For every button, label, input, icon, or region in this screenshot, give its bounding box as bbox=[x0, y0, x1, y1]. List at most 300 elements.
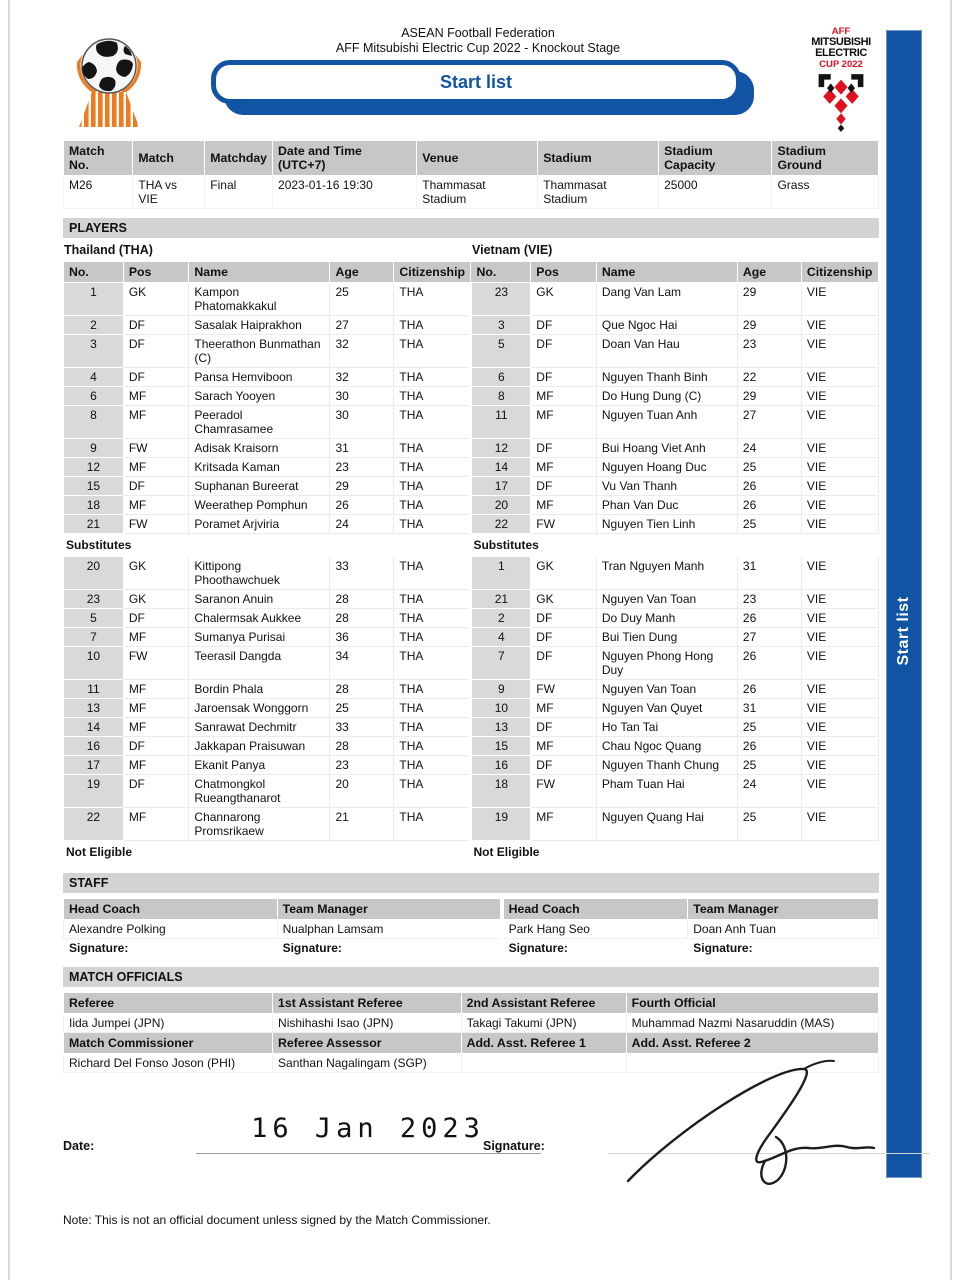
players-col-header: Citizenship bbox=[394, 262, 471, 283]
player-nat: VIE bbox=[801, 316, 878, 335]
player-age: 25 bbox=[737, 718, 801, 737]
player-row bbox=[64, 756, 879, 775]
player-name: Bui Hoang Viet Anh bbox=[596, 439, 737, 458]
player-no: 19 bbox=[471, 808, 531, 841]
player-pos: DF bbox=[531, 628, 597, 647]
player-name: Tran Nguyen Manh bbox=[596, 557, 737, 590]
player-pos: DF bbox=[123, 368, 189, 387]
player-age: 27 bbox=[737, 628, 801, 647]
player-row bbox=[64, 335, 879, 368]
player-name: Nguyen Hoang Duc bbox=[596, 458, 737, 477]
date-value: 16 Jan 2023 bbox=[251, 1113, 485, 1144]
player-name: Do Hung Dung (C) bbox=[596, 387, 737, 406]
staff-name-row bbox=[64, 920, 879, 939]
player-row bbox=[64, 680, 879, 699]
match-info-header: Match bbox=[133, 141, 205, 176]
player-no: 9 bbox=[64, 439, 124, 458]
player-row bbox=[64, 737, 879, 756]
signature-label: Signature: bbox=[483, 1139, 545, 1153]
player-age: 24 bbox=[737, 775, 801, 808]
player-age: 30 bbox=[330, 387, 394, 406]
player-pos: DF bbox=[531, 609, 597, 628]
player-name: Ho Tan Tai bbox=[596, 718, 737, 737]
player-age: 30 bbox=[330, 406, 394, 439]
staff-name: Doan Anh Tuan bbox=[688, 920, 879, 939]
player-age: 28 bbox=[330, 737, 394, 756]
player-nat: VIE bbox=[801, 590, 878, 609]
player-pos: MF bbox=[123, 406, 189, 439]
player-nat: VIE bbox=[801, 647, 878, 680]
player-age: 26 bbox=[737, 496, 801, 515]
player-row bbox=[64, 496, 879, 515]
player-no: 7 bbox=[471, 647, 531, 680]
match-info-value: THA vs VIE bbox=[133, 176, 205, 209]
players-col-header: No. bbox=[471, 262, 531, 283]
player-name: Chau Ngoc Quang bbox=[596, 737, 737, 756]
player-age: 24 bbox=[330, 515, 394, 534]
player-no: 6 bbox=[471, 368, 531, 387]
player-pos: MF bbox=[123, 756, 189, 775]
player-age: 27 bbox=[737, 406, 801, 439]
official-name: Muhammad Nazmi Nasaruddin (MAS) bbox=[626, 1014, 878, 1033]
player-row bbox=[64, 557, 879, 590]
player-no: 18 bbox=[64, 496, 124, 515]
players-col-header: Age bbox=[737, 262, 801, 283]
player-row bbox=[64, 808, 879, 841]
player-nat: THA bbox=[394, 557, 471, 590]
not-eligible-label: Not Eligible bbox=[64, 841, 471, 864]
not-eligible-label: Not Eligible bbox=[471, 841, 879, 864]
player-nat: VIE bbox=[801, 609, 878, 628]
player-no: 17 bbox=[64, 756, 124, 775]
player-no: 5 bbox=[64, 609, 124, 628]
staff-signature-label: Signature: bbox=[64, 939, 278, 958]
player-age: 32 bbox=[330, 335, 394, 368]
player-pos: MF bbox=[531, 496, 597, 515]
player-pos: GK bbox=[531, 590, 597, 609]
player-age: 28 bbox=[330, 680, 394, 699]
player-age: 25 bbox=[737, 756, 801, 775]
player-name: Doan Van Hau bbox=[596, 335, 737, 368]
start-list-banner-label: Start list bbox=[439, 71, 513, 92]
player-pos: GK bbox=[531, 283, 597, 316]
players-col-header: Pos bbox=[531, 262, 597, 283]
player-no: 20 bbox=[471, 496, 531, 515]
substitutes-label: Substitutes bbox=[64, 534, 471, 557]
official-role-header: 1st Assistant Referee bbox=[273, 993, 462, 1014]
match-info-header-row bbox=[64, 141, 879, 176]
player-age: 23 bbox=[330, 458, 394, 477]
player-no: 8 bbox=[471, 387, 531, 406]
official-role-header: Referee bbox=[64, 993, 273, 1014]
player-name: Jaroensak Wonggorn bbox=[189, 699, 330, 718]
page-edge-right bbox=[950, 0, 952, 1280]
match-info-value: Grass bbox=[772, 176, 879, 209]
player-name: Poramet Arjviria bbox=[189, 515, 330, 534]
player-age: 24 bbox=[737, 439, 801, 458]
player-age: 34 bbox=[330, 647, 394, 680]
player-nat: THA bbox=[394, 477, 471, 496]
player-nat: VIE bbox=[801, 477, 878, 496]
staff-header-row bbox=[64, 899, 879, 920]
player-no: 10 bbox=[471, 699, 531, 718]
player-no: 1 bbox=[471, 557, 531, 590]
player-no: 16 bbox=[64, 737, 124, 756]
handwritten-signature bbox=[608, 1059, 908, 1189]
cup-logo-line1: AFF bbox=[831, 26, 851, 37]
staff-signature-label: Signature: bbox=[277, 939, 502, 958]
player-age: 29 bbox=[330, 477, 394, 496]
player-name: Nguyen Phong Hong Duy bbox=[596, 647, 737, 680]
player-nat: VIE bbox=[801, 557, 878, 590]
players-col-header: Name bbox=[596, 262, 737, 283]
disclaimer-note: Note: This is not an official document unless signed by the Match Commissioner. bbox=[63, 1213, 491, 1227]
player-name: Sarach Yooyen bbox=[189, 387, 330, 406]
player-pos: DF bbox=[123, 477, 189, 496]
player-name: Peeradol Chamrasamee bbox=[189, 406, 330, 439]
player-no: 9 bbox=[471, 680, 531, 699]
document-header bbox=[63, 24, 879, 136]
team-names-row bbox=[63, 243, 879, 257]
player-name: Phan Van Duc bbox=[596, 496, 737, 515]
date-underline bbox=[196, 1153, 541, 1154]
players-col-header: No. bbox=[64, 262, 124, 283]
player-nat: THA bbox=[394, 316, 471, 335]
match-info-value: 2023-01-16 19:30 bbox=[273, 176, 417, 209]
match-info-value: Thammasat Stadium bbox=[538, 176, 659, 209]
player-pos: GK bbox=[123, 283, 189, 316]
player-pos: GK bbox=[531, 557, 597, 590]
match-info-value: Final bbox=[205, 176, 273, 209]
player-no: 15 bbox=[471, 737, 531, 756]
player-name: Nguyen Thanh Binh bbox=[596, 368, 737, 387]
player-name: Channarong Promsrikaew bbox=[189, 808, 330, 841]
player-pos: GK bbox=[123, 590, 189, 609]
player-name: Kittipong Phoothawchuek bbox=[189, 557, 330, 590]
player-nat: VIE bbox=[801, 387, 878, 406]
player-pos: FW bbox=[123, 647, 189, 680]
player-age: 27 bbox=[330, 316, 394, 335]
player-age: 29 bbox=[737, 387, 801, 406]
player-name: Bui Tien Dung bbox=[596, 628, 737, 647]
player-age: 23 bbox=[737, 590, 801, 609]
player-nat: THA bbox=[394, 515, 471, 534]
player-nat: THA bbox=[394, 756, 471, 775]
player-pos: DF bbox=[531, 647, 597, 680]
staff-role-header: Head Coach bbox=[64, 899, 278, 920]
player-age: 25 bbox=[330, 699, 394, 718]
player-no: 11 bbox=[64, 680, 124, 699]
substitutes-divider-row bbox=[64, 534, 879, 557]
official-role-header: Match Commissioner bbox=[64, 1033, 273, 1054]
player-pos: DF bbox=[531, 316, 597, 335]
player-pos: FW bbox=[123, 515, 189, 534]
player-no: 10 bbox=[64, 647, 124, 680]
player-nat: THA bbox=[394, 609, 471, 628]
player-nat: VIE bbox=[801, 718, 878, 737]
cup-logo bbox=[805, 26, 877, 135]
player-pos: DF bbox=[531, 439, 597, 458]
staff-name: Nualphan Lamsam bbox=[277, 920, 502, 939]
player-nat: THA bbox=[394, 439, 471, 458]
player-nat: THA bbox=[394, 368, 471, 387]
player-age: 36 bbox=[330, 628, 394, 647]
player-pos: MF bbox=[123, 680, 189, 699]
player-pos: FW bbox=[531, 515, 597, 534]
player-nat: THA bbox=[394, 647, 471, 680]
staff-signature-row bbox=[64, 939, 879, 958]
player-age: 33 bbox=[330, 557, 394, 590]
team-name-thailand: Thailand (THA) bbox=[64, 243, 153, 257]
player-name: Pham Tuan Hai bbox=[596, 775, 737, 808]
official-name: Nishihashi Isao (JPN) bbox=[273, 1014, 462, 1033]
player-no: 21 bbox=[471, 590, 531, 609]
substitutes-label: Substitutes bbox=[471, 534, 879, 557]
player-pos: MF bbox=[123, 387, 189, 406]
player-name: Theerathon Bunmathan (C) bbox=[189, 335, 330, 368]
player-nat: VIE bbox=[801, 283, 878, 316]
official-role-header: Fourth Official bbox=[626, 993, 878, 1014]
cup-logo-emblem-icon bbox=[813, 72, 869, 134]
player-age: 20 bbox=[330, 775, 394, 808]
player-no: 13 bbox=[471, 718, 531, 737]
player-nat: VIE bbox=[801, 699, 878, 718]
player-no: 22 bbox=[471, 515, 531, 534]
player-name: Nguyen Tuan Anh bbox=[596, 406, 737, 439]
player-nat: THA bbox=[394, 775, 471, 808]
player-nat: THA bbox=[394, 387, 471, 406]
player-no: 5 bbox=[471, 335, 531, 368]
player-nat: THA bbox=[394, 406, 471, 439]
player-age: 26 bbox=[737, 680, 801, 699]
player-age: 28 bbox=[330, 590, 394, 609]
player-nat: VIE bbox=[801, 439, 878, 458]
player-pos: MF bbox=[531, 406, 597, 439]
match-info-value: Thammasat Stadium bbox=[417, 176, 538, 209]
player-no: 14 bbox=[64, 718, 124, 737]
player-pos: FW bbox=[531, 680, 597, 699]
match-info-header: Stadium Capacity bbox=[659, 141, 772, 176]
officials-role-row bbox=[64, 993, 879, 1014]
player-name: Chatmongkol Rueangthanarot bbox=[189, 775, 330, 808]
player-no: 3 bbox=[471, 316, 531, 335]
match-info-header: Venue bbox=[417, 141, 538, 176]
player-no: 17 bbox=[471, 477, 531, 496]
staff-role-header: Head Coach bbox=[502, 899, 688, 920]
cup-logo-line4: CUP 2022 bbox=[819, 59, 863, 70]
aff-federation-logo bbox=[63, 30, 155, 132]
official-name: Richard Del Fonso Joson (PHI) bbox=[64, 1054, 273, 1073]
player-age: 26 bbox=[737, 737, 801, 756]
player-nat: VIE bbox=[801, 737, 878, 756]
player-age: 31 bbox=[737, 699, 801, 718]
player-pos: MF bbox=[531, 699, 597, 718]
signature-footer bbox=[63, 1101, 879, 1211]
player-no: 21 bbox=[64, 515, 124, 534]
page-edge-left bbox=[8, 0, 10, 1280]
player-row bbox=[64, 628, 879, 647]
player-no: 23 bbox=[471, 283, 531, 316]
officials-section-bar: MATCH OFFICIALS bbox=[63, 967, 879, 987]
player-no: 12 bbox=[471, 439, 531, 458]
player-row bbox=[64, 718, 879, 737]
player-no: 11 bbox=[471, 406, 531, 439]
player-pos: DF bbox=[123, 737, 189, 756]
match-info-table bbox=[63, 140, 879, 209]
player-row bbox=[64, 775, 879, 808]
player-age: 26 bbox=[330, 496, 394, 515]
team-name-vietnam: Vietnam (VIE) bbox=[472, 243, 553, 257]
staff-table bbox=[63, 898, 879, 958]
players-header-row bbox=[64, 262, 879, 283]
player-nat: THA bbox=[394, 808, 471, 841]
player-pos: MF bbox=[123, 718, 189, 737]
player-row bbox=[64, 590, 879, 609]
player-no: 7 bbox=[64, 628, 124, 647]
player-pos: DF bbox=[531, 756, 597, 775]
player-nat: THA bbox=[394, 628, 471, 647]
player-age: 33 bbox=[330, 718, 394, 737]
player-no: 15 bbox=[64, 477, 124, 496]
players-col-header: Name bbox=[189, 262, 330, 283]
header-titles bbox=[198, 26, 758, 56]
player-age: 26 bbox=[737, 647, 801, 680]
player-pos: MF bbox=[531, 458, 597, 477]
player-age: 23 bbox=[737, 335, 801, 368]
player-name: Vu Van Thanh bbox=[596, 477, 737, 496]
player-name: Bordin Phala bbox=[189, 680, 330, 699]
federation-title: ASEAN Football Federation bbox=[401, 26, 555, 40]
not-eligible-row bbox=[64, 841, 879, 864]
player-name: Chalermsak Aukkee bbox=[189, 609, 330, 628]
player-row bbox=[64, 699, 879, 718]
player-pos: MF bbox=[531, 808, 597, 841]
player-nat: VIE bbox=[801, 808, 878, 841]
player-nat: THA bbox=[394, 496, 471, 515]
player-age: 29 bbox=[737, 316, 801, 335]
official-name bbox=[461, 1054, 626, 1073]
player-nat: VIE bbox=[801, 458, 878, 477]
player-name: Nguyen Thanh Chung bbox=[596, 756, 737, 775]
staff-name: Alexandre Polking bbox=[64, 920, 278, 939]
player-age: 31 bbox=[330, 439, 394, 458]
player-no: 19 bbox=[64, 775, 124, 808]
staff-signature-label: Signature: bbox=[502, 939, 688, 958]
player-name: Kritsada Kaman bbox=[189, 458, 330, 477]
officials-name-row bbox=[64, 1014, 879, 1033]
match-info-value-row bbox=[64, 176, 879, 209]
player-name: Ekanit Panya bbox=[189, 756, 330, 775]
player-pos: DF bbox=[123, 775, 189, 808]
player-nat: THA bbox=[394, 718, 471, 737]
player-row bbox=[64, 477, 879, 496]
player-no: 14 bbox=[471, 458, 531, 477]
player-no: 2 bbox=[471, 609, 531, 628]
match-info-header: Stadium bbox=[538, 141, 659, 176]
player-no: 23 bbox=[64, 590, 124, 609]
player-name: Teerasil Dangda bbox=[189, 647, 330, 680]
player-pos: MF bbox=[123, 496, 189, 515]
player-row bbox=[64, 515, 879, 534]
player-no: 13 bbox=[64, 699, 124, 718]
players-col-header: Age bbox=[330, 262, 394, 283]
player-age: 25 bbox=[330, 283, 394, 316]
official-name: Santhan Nagalingam (SGP) bbox=[273, 1054, 462, 1073]
player-nat: THA bbox=[394, 335, 471, 368]
player-nat: VIE bbox=[801, 515, 878, 534]
staff-role-header: Team Manager bbox=[688, 899, 879, 920]
player-name: Sasalak Haiprakhon bbox=[189, 316, 330, 335]
players-section-bar: PLAYERS bbox=[63, 218, 879, 238]
official-name: Takagi Takumi (JPN) bbox=[461, 1014, 626, 1033]
player-row bbox=[64, 406, 879, 439]
player-age: 26 bbox=[737, 477, 801, 496]
player-name: Saranon Anuin bbox=[189, 590, 330, 609]
player-no: 4 bbox=[471, 628, 531, 647]
player-pos: DF bbox=[123, 335, 189, 368]
player-nat: VIE bbox=[801, 496, 878, 515]
cup-logo-line2: MITSUBISHI bbox=[811, 36, 871, 48]
official-role-header: Add. Asst. Referee 1 bbox=[461, 1033, 626, 1054]
official-role-header: Add. Asst. Referee 2 bbox=[626, 1033, 878, 1054]
official-role-header: Referee Assessor bbox=[273, 1033, 462, 1054]
players-col-header: Citizenship bbox=[801, 262, 878, 283]
player-row bbox=[64, 647, 879, 680]
player-name: Sumanya Purisai bbox=[189, 628, 330, 647]
player-age: 26 bbox=[737, 609, 801, 628]
player-age: 22 bbox=[737, 368, 801, 387]
player-name: Nguyen Tien Linh bbox=[596, 515, 737, 534]
player-row bbox=[64, 368, 879, 387]
staff-signature-label: Signature: bbox=[688, 939, 879, 958]
player-pos: DF bbox=[531, 477, 597, 496]
player-name: Que Ngoc Hai bbox=[596, 316, 737, 335]
player-nat: VIE bbox=[801, 335, 878, 368]
player-nat: VIE bbox=[801, 368, 878, 387]
player-pos: MF bbox=[123, 458, 189, 477]
player-no: 8 bbox=[64, 406, 124, 439]
player-row bbox=[64, 283, 879, 316]
staff-section-bar: STAFF bbox=[63, 873, 879, 893]
cup-logo-line3: ELECTRIC bbox=[815, 47, 867, 59]
player-row bbox=[64, 439, 879, 458]
player-row bbox=[64, 609, 879, 628]
player-pos: DF bbox=[531, 368, 597, 387]
official-role-header: 2nd Assistant Referee bbox=[461, 993, 626, 1014]
player-name: Nguyen Van Toan bbox=[596, 680, 737, 699]
player-name: Adisak Kraisorn bbox=[189, 439, 330, 458]
player-name: Nguyen Quang Hai bbox=[596, 808, 737, 841]
player-pos: MF bbox=[123, 808, 189, 841]
player-age: 31 bbox=[737, 557, 801, 590]
match-info-header: Date and Time (UTC+7) bbox=[273, 141, 417, 176]
match-info-header: Matchday bbox=[205, 141, 273, 176]
match-info-header: Match No. bbox=[64, 141, 133, 176]
match-info-value: M26 bbox=[64, 176, 133, 209]
player-age: 29 bbox=[737, 283, 801, 316]
player-pos: DF bbox=[123, 609, 189, 628]
player-name: Sanrawat Dechmitr bbox=[189, 718, 330, 737]
player-pos: MF bbox=[123, 628, 189, 647]
player-age: 25 bbox=[737, 808, 801, 841]
player-pos: FW bbox=[123, 439, 189, 458]
player-no: 20 bbox=[64, 557, 124, 590]
player-age: 25 bbox=[737, 458, 801, 477]
player-age: 28 bbox=[330, 609, 394, 628]
player-nat: THA bbox=[394, 590, 471, 609]
player-nat: THA bbox=[394, 458, 471, 477]
player-pos: FW bbox=[531, 775, 597, 808]
